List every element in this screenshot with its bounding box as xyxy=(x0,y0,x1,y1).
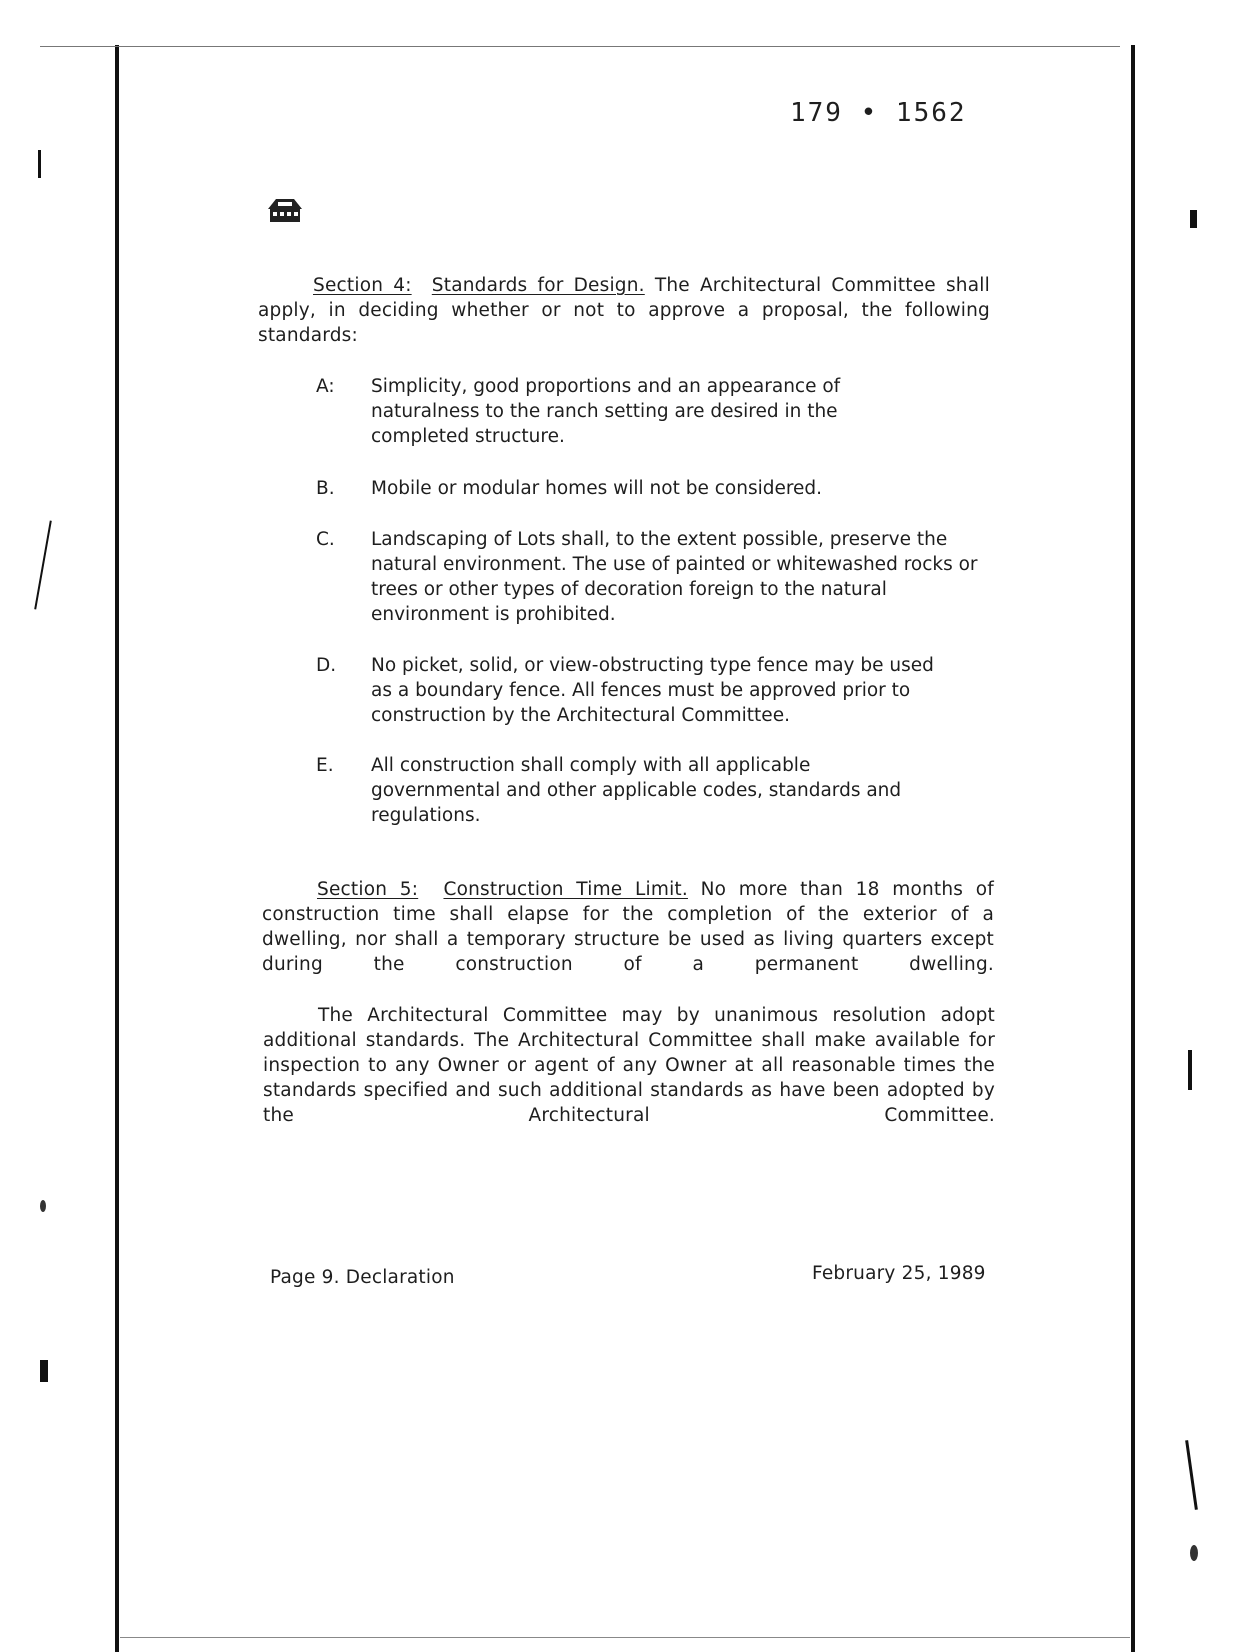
section-5-title: Construction Time Limit. xyxy=(443,879,688,900)
section-5-heading: Section 5: xyxy=(317,879,419,900)
footer-date: February 25, 1989 xyxy=(812,1263,986,1284)
scan-mark xyxy=(34,521,52,610)
house-icon xyxy=(266,197,304,223)
scan-border-top xyxy=(40,46,1120,47)
scan-mark xyxy=(40,1360,48,1382)
scan-speck xyxy=(1190,1545,1198,1561)
list-item-label: A: xyxy=(316,376,335,397)
scan-mark xyxy=(1190,210,1197,228)
scan-mark xyxy=(1185,1440,1198,1510)
scan-mark xyxy=(38,150,41,178)
list-item-label: B. xyxy=(316,478,335,499)
list-item-text: Simplicity, good proportions and an appearance of naturalness to the ranch setting are desired in the completed structure. xyxy=(371,376,841,447)
section-5-paragraph xyxy=(262,877,994,977)
scan-border-bottom xyxy=(120,1637,1130,1638)
list-item-label: C. xyxy=(316,529,335,550)
list-item-text: All construction shall comply with all applicable governmental and other applicable codes, standards and regulations. xyxy=(371,755,902,826)
footer-page-label: Page 9. Declaration xyxy=(270,1267,455,1288)
list-item-label: E. xyxy=(316,755,334,776)
scan-border-left xyxy=(115,45,119,1652)
scan-border-right xyxy=(1131,45,1135,1652)
section-4-intro: The Architectural Committee shall apply, in deciding whether or not to approve a proposal, the following standards: xyxy=(258,275,990,346)
section-4-title: Standards for Design. xyxy=(431,275,645,296)
document-number: 179 • 1562 xyxy=(790,98,967,128)
closing-paragraph: The Architectural Committee may by unanimous resolution adopt additional standards. The Architectural Committee shall make available for inspection to any Owner or agent of any Owner at all reasonable times the standards specified and such additional standards as have been adopted by the Architectural Committee. xyxy=(263,1005,995,1126)
list-item-text: Mobile or modular homes will not be considered. xyxy=(371,478,823,499)
list-item-text: Landscaping of Lots shall, to the extent possible, preserve the natural environment. The use of painted or whitewashed rocks or trees or other types of decoration foreign to the natural environment is prohibited. xyxy=(371,529,978,625)
list-item-label: D. xyxy=(316,655,337,676)
section-4-paragraph xyxy=(258,273,990,348)
section-4-heading: Section 4: xyxy=(313,275,412,296)
list-item-text: No picket, solid, or view-obstructing type fence may be used as a boundary fence. All fences must be approved prior to construction by the Architectural Committee. xyxy=(371,655,934,726)
section-5-text: No more than 18 months of construction time shall elapse for the completion of the exterior of a dwelling, nor shall a temporary structure be used as living quarters except during the construction of a permanent dwelling. xyxy=(262,879,994,975)
scan-mark xyxy=(1188,1050,1192,1090)
scan-speck xyxy=(40,1200,46,1212)
